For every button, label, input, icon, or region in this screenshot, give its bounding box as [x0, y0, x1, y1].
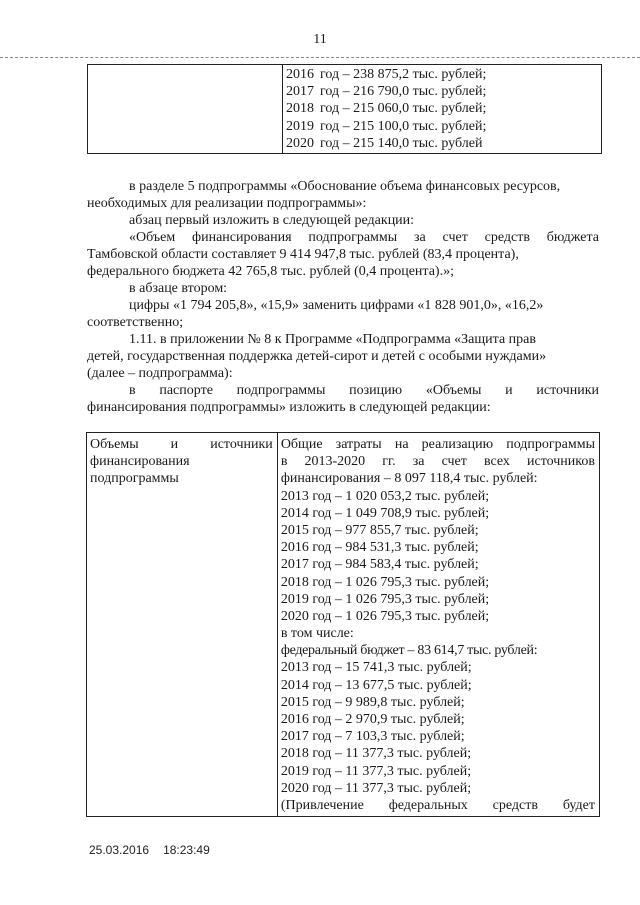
passport-left-cell [87, 433, 278, 817]
body-line: финансирования подпрограммы» изложить в следующей редакции: [87, 400, 491, 415]
passport-right-line: 2017 год – 984 583,4 тыс. рублей; [280, 557, 479, 573]
passport-right-line: 2016 год – 2 970,9 тыс. рублей; [280, 712, 465, 727]
passport-left-line: подпрограммы [90, 471, 179, 487]
top-table-line: 2017 год – 216 790,0 тыс. рублей; [286, 84, 487, 100]
passport-right-cell [277, 433, 599, 817]
passport-right-line: 2016 год – 984 531,3 тыс. рублей; [280, 540, 479, 556]
passport-left-line: финансирования [90, 454, 190, 470]
passport-right-line: 2020 год – 11 377,3 тыс. рублей; [280, 780, 472, 796]
passport-right-line: 2014 год – 13 677,5 тыс. рублей; [280, 677, 472, 693]
body-line: соответственно; [87, 315, 184, 330]
body-line: в абзаце втором: [129, 281, 228, 296]
passport-right-line: в 2013-2020 гг. за счет всех источников [280, 454, 595, 470]
passport-right-line: 2018 год – 1 026 795,3 тыс. рублей; [280, 574, 490, 590]
passport-right-line: 2018 год – 11 377,3 тыс. рублей; [280, 746, 472, 762]
passport-right-line: (Привлечение федеральных средств будет [280, 797, 595, 813]
body-line: абзац первый изложить в следующей редакции: [129, 213, 415, 228]
body-line: в разделе 5 подпрограммы «Обоснование объема финансовых ресурсов, [129, 179, 561, 194]
top-table-left-cell [88, 65, 283, 154]
page-number: 11 [313, 32, 327, 47]
print-date: 25.03.2016 [89, 843, 150, 857]
passport-right-line: 2017 год – 7 103,3 тыс. рублей; [280, 729, 465, 745]
passport-right-line: в том числе: [280, 626, 354, 642]
print-time: 18:23:49 [163, 843, 210, 857]
body-text [87, 178, 599, 416]
passport-right-line: Общие затраты на реализацию подпрограммы [280, 437, 595, 452]
body-line: 1.11. в приложении № 8 к Программе «Подпрограмма «Защита прав [129, 332, 536, 347]
passport-right-line: 2013 год – 1 020 053,2 тыс. рублей; [280, 488, 490, 504]
top-funding-table [87, 64, 602, 154]
top-table-line: 2018 год – 215 060,0 тыс. рублей; [286, 101, 487, 117]
body-line: федерального бюджета 42 765,8 тыс. рублей (0,4 процента).»; [87, 264, 454, 279]
body-line: цифры «1 794 205,8», «15,9» заменить цифрами «1 828 901,0», «16,2» [129, 298, 544, 313]
top-table-line: 2016 год – 238 875,2 тыс. рублей; [286, 67, 487, 82]
body-line: «Объем финансирования подпрограммы за счет средств бюджета [129, 230, 599, 245]
passport-right-line: федеральный бюджет – 83 614,7 тыс. рублей: [280, 643, 538, 659]
body-line: в паспорте подпрограммы позицию «Объемы и источники [129, 383, 599, 398]
passport-right-line: 2013 год – 15 741,3 тыс. рублей; [280, 660, 472, 676]
top-table-right-cell [283, 65, 602, 154]
passport-right-line: 2020 год – 1 026 795,3 тыс. рублей; [280, 608, 490, 624]
body-line: Тамбовской области составляет 9 414 947,8 тыс. рублей (83,4 процента), [87, 247, 519, 262]
passport-funding-table [86, 432, 600, 817]
passport-left-line: Объемы и источники [90, 437, 273, 452]
passport-right-line: 2015 год – 977 855,7 тыс. рублей; [280, 522, 479, 538]
top-table-line: 2019 год – 215 100,0 тыс. рублей; [286, 118, 487, 134]
top-table-line: 2020 год – 215 140,0 тыс. рублей [286, 135, 483, 151]
body-line: детей, государственная поддержка детей-сирот и детей с особыми нуждами» [87, 349, 547, 364]
passport-right-line: 2019 год – 1 026 795,3 тыс. рублей; [280, 591, 490, 607]
passport-right-line: 2015 год – 9 989,8 тыс. рублей; [280, 694, 465, 710]
page-break-divider [0, 57, 640, 58]
print-timestamp [89, 843, 224, 857]
body-line: (далее – подпрограмма): [87, 366, 233, 381]
passport-right-line: 2014 год – 1 049 708,9 тыс. рублей; [280, 505, 490, 521]
passport-right-line: 2019 год – 11 377,3 тыс. рублей; [280, 763, 472, 779]
body-line: необходимых для реализации подпрограммы»: [87, 196, 367, 211]
passport-right-line: финансирования – 8 097 118,4 тыс. рублей: [280, 471, 538, 487]
